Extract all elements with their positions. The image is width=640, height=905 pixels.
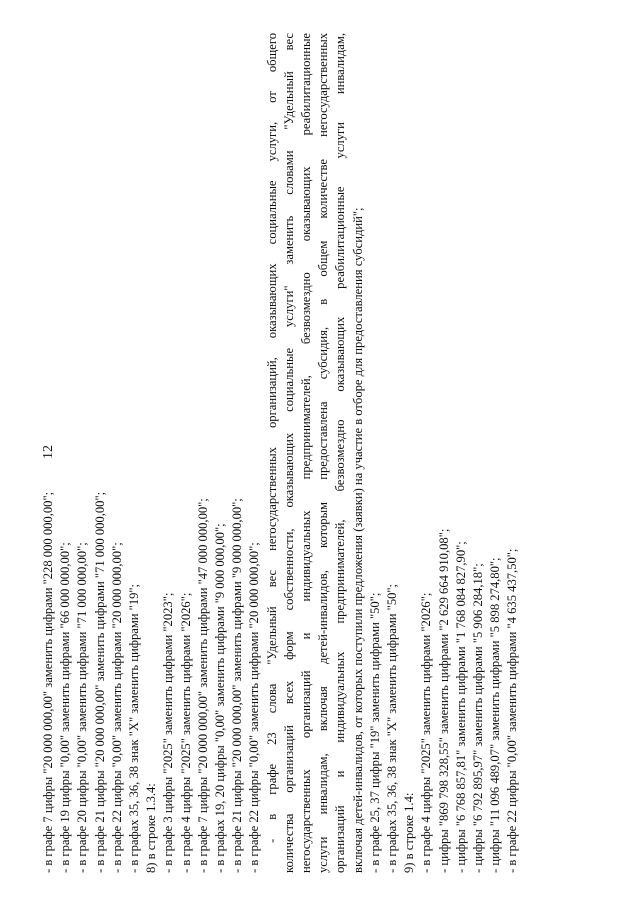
text-line: - в графе 21 цифры "20 000 000,00" заменить цифрами "71 000 000,00";	[92, 491, 107, 873]
text-line: - в графе 4 цифры "2025" заменить цифрами "2026";	[178, 592, 193, 873]
text-line: - в графе 25, 37 цифры "19" заменить цифрами "50";	[367, 592, 382, 873]
text-line: - в графах 19, 20 цифры "0,00" заменить цифрами "9 000 000,00";	[213, 522, 228, 873]
paragraph-line: услуги инвалидам, включая детей-инвалидов, которым предоставлена субсидия, в общем количестве негосударственных	[316, 32, 331, 873]
text-line: - цифры "6 792 895,97" заменить цифрами "5 906 284,18";	[471, 562, 486, 873]
text-line: - в графе 21 цифры "20 000 000,00" заменить цифрами "9 000 000,00";	[230, 497, 245, 873]
text-line: - в графах 35, 36, 38 знак "X" заменить цифрами "50";	[385, 583, 400, 873]
text-line: - цифры "869 798 328,55" заменить цифрами "2 629 664 910,08";	[436, 528, 451, 873]
text-line: - в графе 19 цифры "0,00" заменить цифрами "66 000 000,00";	[58, 541, 73, 873]
paragraph-line: количества организаций всех форм собственности, оказывающих социальные услуги" заменить словами "Удельный вес	[281, 32, 296, 873]
text-line: - в графе 22 цифры "0,00" заменить цифрами "20 000 000,00";	[109, 541, 124, 873]
paragraph-line: - в графе 23 слова "Удельный вес негосударственных организаций, оказывающих социальные услуги, от общего	[264, 32, 279, 843]
paragraph-line: организаций и индивидуальных предпринимателей, безвозмездно оказывающих реабилитационные услуги инвалидам,	[333, 32, 348, 873]
text-line: - цифры "6 768 857,81" заменить цифрами "1 768 084 827,90";	[453, 540, 468, 873]
text-line: - цифры "11 096 489,07" заменить цифрами "5 898 274,80";	[488, 556, 503, 873]
text-line: - в графе 7 цифры "20 000 000,00" заменить цифрами "228 000 000,00";	[41, 491, 55, 873]
paragraph-line: включая детей-инвалидов, от которых поступили предложения (заявки) на участие в отборе для предоставления субсидий";	[350, 206, 365, 873]
text-line: - в графах 35, 36, 38 знак "X" заменить цифрами "19";	[127, 583, 142, 873]
text-line: - в графе 7 цифры "20 000 000,00" заменить цифрами "47 000 000,00";	[195, 497, 210, 873]
page-number: 12	[41, 445, 56, 459]
document-body	[40, 33, 580, 873]
text-line: - в графе 22 цифры "0,00" заменить цифрами "20 000 000,00";	[247, 541, 262, 873]
text-line: - в графе 3 цифры "2025" заменить цифрами "2023";	[161, 592, 176, 873]
text-line: 9) в строке 1.4:	[402, 792, 417, 873]
text-line: - в графе 4 цифры "2025" заменить цифрами "2026";	[419, 592, 434, 873]
text-line: - в графе 22 цифры "0,00" заменить цифрами "4 635 437,50";	[505, 548, 520, 873]
text-line: - в графе 20 цифры "0,00" заменить цифрами "71 000 000,00";	[75, 541, 90, 873]
paragraph-line: негосударственных организаций и индивидуальных предпринимателей, безвозмездно оказывающих реабилитационные	[299, 32, 314, 873]
text-line: 8) в строке 1.3.4:	[144, 782, 159, 873]
